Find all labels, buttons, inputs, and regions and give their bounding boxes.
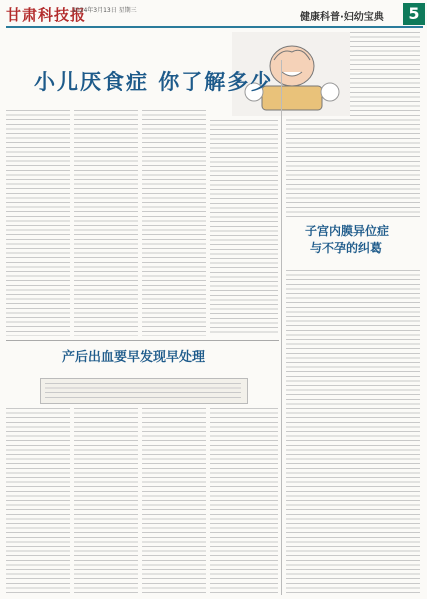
article2-col2 [74, 408, 138, 596]
page-number: 5 [403, 3, 425, 25]
dateline: 2024年3月13日 星期三 [72, 7, 137, 14]
column-divider [281, 60, 282, 595]
article2-col4 [210, 408, 278, 596]
article2-col3 [142, 408, 206, 596]
article1-col2 [74, 110, 138, 336]
article3-title-line1: 子宫内膜异位症 [305, 224, 390, 238]
article2-col1 [6, 408, 70, 596]
article1-title: 小儿厌食症 你了解多少 [34, 69, 274, 94]
masthead: 甘肃科技报 [6, 6, 87, 24]
article2-title: 产后出血要早发现早处理 [62, 350, 206, 365]
article3-title-line2: 与不孕的纠葛 [310, 241, 383, 255]
article2-intro-box [40, 378, 248, 404]
article1-col3 [142, 110, 206, 336]
article1-col4 [210, 120, 278, 336]
article3-body [286, 270, 420, 596]
header-rule [6, 26, 423, 28]
divider [6, 340, 279, 341]
article1-col1 [6, 110, 70, 336]
section-title: 健康科普·妇幼宝典 [300, 12, 384, 23]
